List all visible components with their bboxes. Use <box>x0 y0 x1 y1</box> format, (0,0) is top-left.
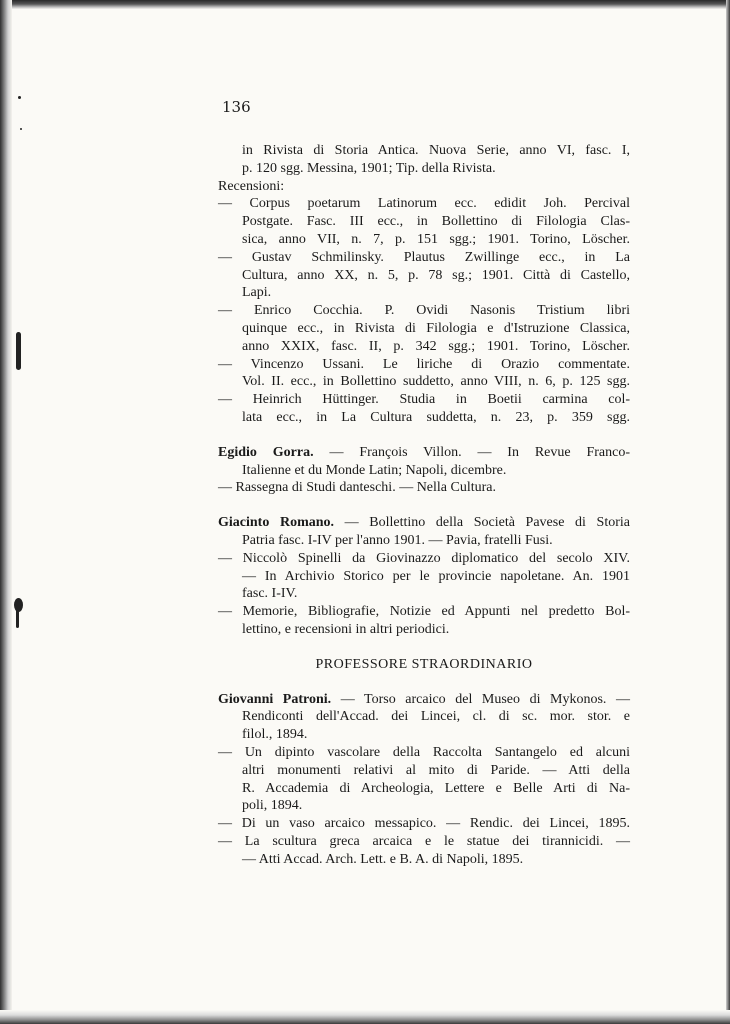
text-line: — Gustav Schmilinsky. Plautus Zwillinge ecc., in La <box>218 249 630 265</box>
text-line: lettino, e recensioni in altri periodici. <box>242 621 450 637</box>
text-line: p. 120 sgg. Messina, 1901; Tip. della Rivista. <box>242 160 496 176</box>
text-line: Recensioni: <box>218 178 285 194</box>
scan-edge-left <box>0 0 12 1024</box>
text-line: quinque ecc., in Rivista di Filologia e d'Istruzione Classica, <box>242 320 630 336</box>
text-line: — Corpus poetarum Latinorum ecc. edidit Joh. Percival <box>218 196 630 212</box>
text-line: — Rassegna di Studi danteschi. — Nella Cultura. <box>218 480 497 496</box>
text-line: Rendiconti dell'Accad. dei Lincei, cl. di sc. mor. stor. e <box>242 709 630 725</box>
paragraph-gap <box>218 427 630 444</box>
text-line: — Heinrich Hüttinger. Studia in Boetii carmina col- <box>218 392 630 408</box>
text-line: — In Archivio Storico per le provincie napoletane. An. 1901 <box>242 568 630 584</box>
text-line: filol., 1894. <box>242 727 308 743</box>
text-line: — La scultura greca arcaica e le statue dei tirannicidi. — <box>218 833 630 849</box>
text-line: Italienne et du Monde Latin; Napoli, dicembre. <box>242 462 507 478</box>
author-name: Giacinto Romano. <box>218 515 335 531</box>
text-line: — Memorie, Bibliografie, Notizie ed Appunti nel predetto Bol- <box>218 604 630 620</box>
text-line: — Enrico Cocchia. P. Ovidi Nasonis Tristium libri <box>218 303 630 319</box>
text-line: Vol. II. ecc., in Bollettino suddetto, anno VIII, n. 6, p. 125 sgg. <box>242 374 630 390</box>
text-line: altri monumenti relativi al mito di Paride. — Atti della <box>242 762 630 778</box>
paragraph-gap <box>218 639 630 656</box>
text-line: Egidio Gorra. — François Villon. — In Revue Franco- <box>218 444 630 460</box>
text-line: Giacinto Romano. — Bollettino della Società Pavese di Storia <box>218 515 630 531</box>
text-line: in Rivista di Storia Antica. Nuova Serie, anno VI, fasc. I, <box>242 143 630 158</box>
scan-speck <box>18 96 21 99</box>
text-line: Postgate. Fasc. III ecc., in Bollettino di Filologia Clas- <box>242 214 630 230</box>
text-line: — Un dipinto vascolare della Raccolta Santangelo ed alcuni <box>218 744 630 760</box>
text-line: lata ecc., in La Cultura suddetta, n. 23, p. 359 sgg. <box>242 409 630 425</box>
page-number: 136 <box>222 98 251 116</box>
scan-edge-right <box>726 0 730 1024</box>
text-line: anno XXIX, fasc. II, p. 342 sgg.; 1901. Torino, Löscher. <box>242 338 630 354</box>
text-line: — Di un vaso arcaico messapico. — Rendic. dei Lincei, 1895. <box>218 816 630 832</box>
scan-speck <box>20 128 22 130</box>
scan-speck <box>16 610 19 628</box>
paragraph-gap <box>218 497 630 514</box>
section-heading: PROFESSORE STRAORDINARIO <box>315 656 533 672</box>
paragraph-gap <box>218 674 630 691</box>
page-body <box>218 142 630 868</box>
text-line: Patria fasc. I-IV per l'anno 1901. — Pavia, fratelli Fusi. <box>242 532 553 548</box>
author-name: Giovanni Patroni. <box>218 691 332 707</box>
text-line: fasc. I-IV. <box>242 586 298 602</box>
text-line: Giovanni Patroni. — Torso arcaico del Museo di Mykonos. — <box>218 691 630 707</box>
scan-edge-top <box>0 0 730 9</box>
text-line: poli, 1894. <box>242 798 303 814</box>
text-line: — Niccolò Spinelli da Giovinazzo diplomatico del secolo XIV. <box>218 550 630 566</box>
scan-edge-bottom <box>0 1010 730 1024</box>
text-line: sica, anno VII, n. 7, p. 151 sgg.; 1901. Torino, Löscher. <box>242 231 630 247</box>
author-name: Egidio Gorra. <box>218 444 314 460</box>
text-line: R. Accademia di Archeologia, Lettere e Belle Arti di Na- <box>242 780 630 796</box>
text-line: — Atti Accad. Arch. Lett. e B. A. di Napoli, 1895. <box>242 851 524 867</box>
scan-speck <box>16 332 21 370</box>
text-line: — Vincenzo Ussani. Le liriche di Orazio commentate. <box>218 356 630 372</box>
text-line: Cultura, anno XX, n. 5, p. 78 sg.; 1901. Città di Castello, <box>242 267 630 283</box>
text-line: Lapi. <box>242 285 272 301</box>
